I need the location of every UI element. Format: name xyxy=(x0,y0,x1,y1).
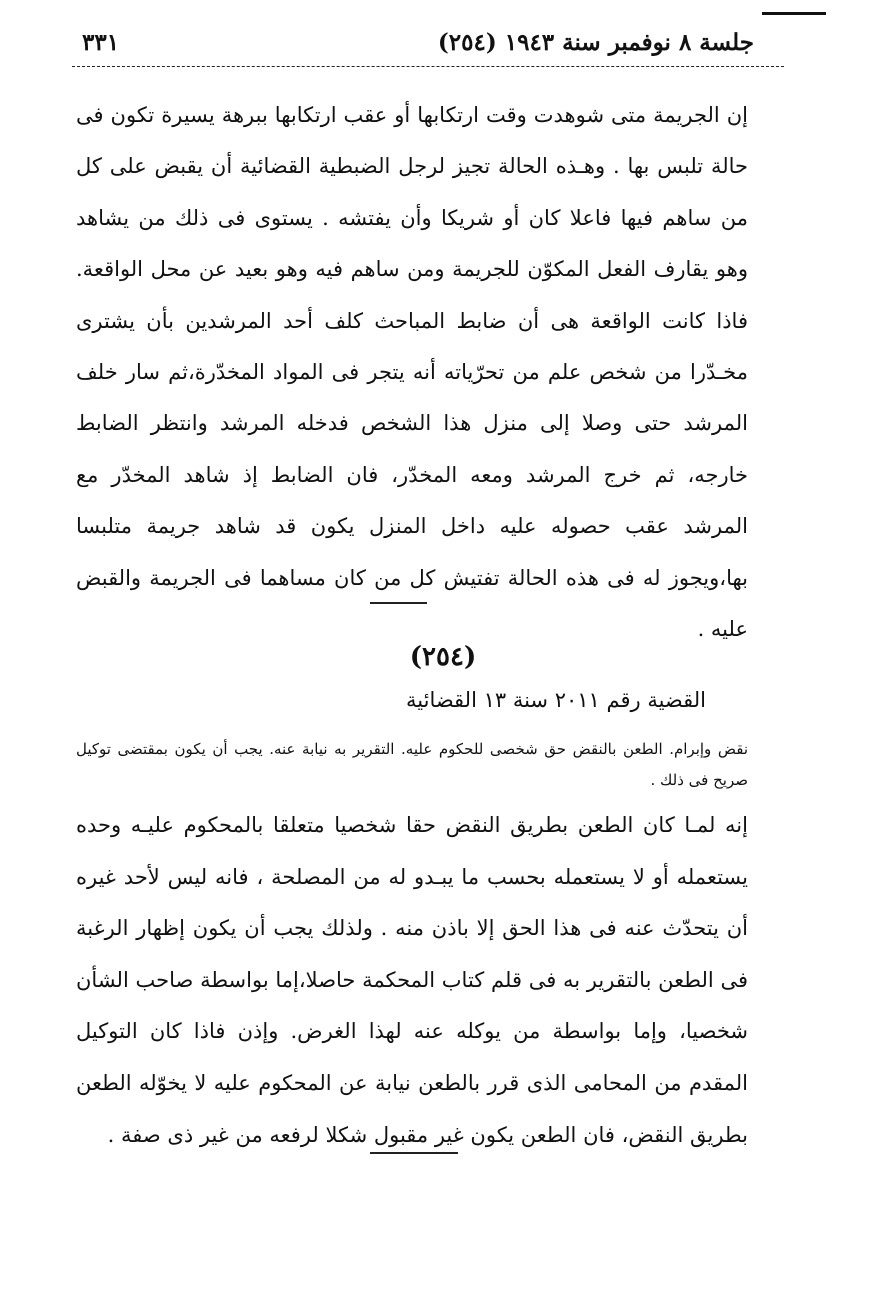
end-separator xyxy=(370,1152,458,1154)
ruling-paragraph: إنه لمـا كان الطعن بطريق النقض حقا شخصيا متعلقا بالمحكوم عليـه وحده يستعمله أو لا يستعمله بحسب ما يبـدو له من المصلحة ، فانه ليس لأحد غيره أن يتحدّث عنه فى هذا الحق إلا باذن منه . ولذلك يجب أن يكون إظهار الرغبة فى الطعن بالتقرير به فى قلم كتاب المحكمة حاصلا،إما بواسطة صاحب الشأن شخصيا، وإما بواسطة من يوكله عنه لهذا الغرض. وإذن فاذا كان التوكيل المقدم من المحامى الذى قرر بالطعن نيابة عن المحكوم عليه لا يخوّله الطعن بطريق النقض، فان الطعن يكون غير مقبول شكلا لرفعه من غير ذى صفة . xyxy=(76,813,748,1147)
section-separator xyxy=(370,602,427,604)
case-number: (٢٥٤) xyxy=(409,642,477,672)
page-header xyxy=(82,22,754,62)
corner-rule xyxy=(762,12,826,15)
case-summary: نقض وإبرام. الطعن بالنقض حق شخصى للحكوم عليه. التقرير به نيابة عنه. يجب أن يكون بمقتضى توكيل صريح فى ذلك . xyxy=(76,740,748,789)
session-title: جلسة ٨ نوفمبر سنة ١٩٤٣ (٢٥٤) xyxy=(437,28,754,56)
page-number: ٣٣١ xyxy=(82,28,120,56)
header-rule xyxy=(72,66,784,67)
case-title: القضية رقم ٢٠١١ سنة ١٣ القضائية xyxy=(406,688,706,712)
continued-paragraph: إن الجريمة متى شوهدت وقت ارتكابها أو عقب ارتكابها ببرهة يسيرة تكون فى حالة تلبس بها . وهـذه الحالة تجيز لرجل الضبطية القضائية أن يقبض على كل من ساهم فيها فاعلا كان أو شريكا وأن يفتشه . يستوى فى ذلك من يشاهد وهو يقارف الفعل المكوّن للجريمة ومن ساهم فيه وهو بعيد عن محل الواقعة. فاذا كانت الواقعة هى أن ضابط المباحث كلف أحد المرشدين بأن يشترى مخـدّرا من شخص علم من تحرّياته أنه يتجر فى المواد المخدّرة،ثم سار خلف المرشد حتى وصلا إلى منزل هذا الشخص فدخله المرشد وانتظر الضابط خارجه، ثم خرج المرشد ومعه المخدّر، فان الضابط إذ شاهد المخدّر مع المرشد عقب حصوله عليه داخل المنزل يكون قد شاهد جريمة متلبسا بها،ويجوز له فى هذه الحالة تفتيش كل من كان مساهما فى الجريمة والقبض عليه . xyxy=(76,103,748,642)
